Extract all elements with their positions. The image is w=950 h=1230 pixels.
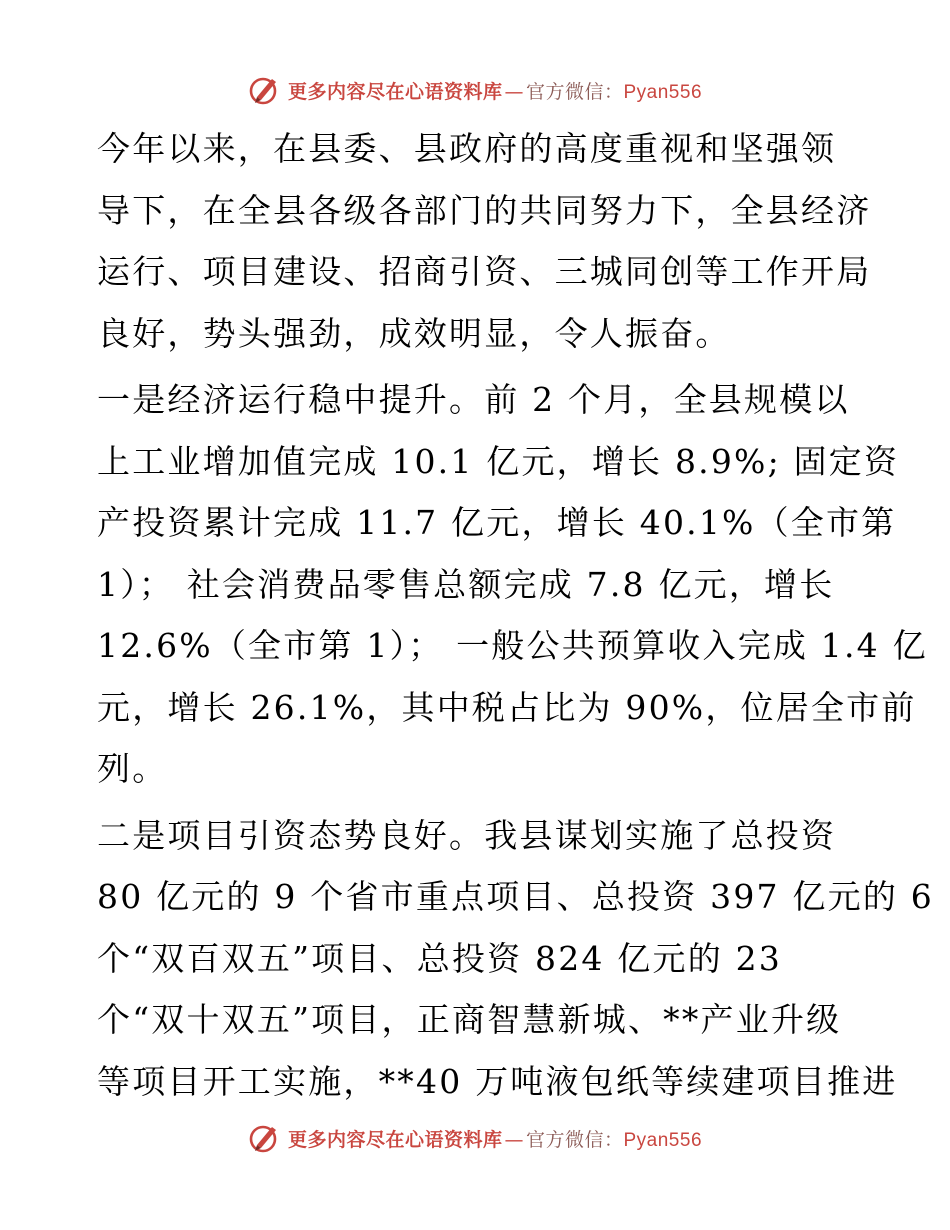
watermark-site-name: 更多内容尽在心语资料库 bbox=[287, 1128, 503, 1151]
text-line: 导下，在全县各级各部门的共同努力下，全县经济 bbox=[97, 190, 872, 230]
watermark-account: Pyan556 bbox=[623, 1129, 703, 1151]
document-body bbox=[97, 118, 934, 1117]
watermark-dash: — bbox=[504, 80, 524, 103]
pen-logo-icon bbox=[248, 1121, 282, 1155]
text-line: 运行、项目建设、招商引资、三城同创等工作开局 bbox=[97, 252, 872, 291]
paragraph-projects bbox=[97, 805, 934, 1113]
watermark-text bbox=[288, 1125, 702, 1152]
watermark-dash: — bbox=[504, 1128, 524, 1151]
text-line: 列。 bbox=[97, 749, 168, 788]
text-line: 12.6%（全市第 1）； 一般公共预算收入完成 1.4 亿 bbox=[97, 626, 928, 665]
text-line: 1）； 社会消费品零售总额完成 7.8 亿元，增长 bbox=[97, 564, 835, 604]
text-line: 等项目开工实施，**40 万吨液包纸等续建项目推进 bbox=[97, 1061, 898, 1101]
pen-logo-icon bbox=[248, 73, 282, 107]
header-watermark bbox=[0, 70, 950, 110]
text-line: 元，增长 26.1%，其中税占比为 90%，位居全市前 bbox=[97, 687, 917, 727]
text-line: 二是项目引资态势良好。我县谋划实施了总投资 bbox=[97, 815, 837, 855]
watermark-site-name: 更多内容尽在心语资料库 bbox=[287, 80, 503, 103]
footer-watermark bbox=[0, 1118, 950, 1158]
text-line: 80 亿元的 9 个省市重点项目、总投资 397 亿元的 6 bbox=[97, 877, 934, 916]
text-line: 个“双十双五”项目，正商智慧新城、**产业升级 bbox=[97, 1000, 842, 1039]
watermark-wechat-label: 官方微信： bbox=[525, 80, 624, 103]
text-line: 产投资累计完成 11.7 亿元，增长 40.1%（全市第 bbox=[97, 503, 897, 542]
text-line: 个“双百双五”项目、总投资 824 亿元的 23 bbox=[97, 938, 782, 978]
paragraph-economy bbox=[97, 369, 928, 800]
text-line: 一是经济运行稳中提升。前 2 个月，全县规模以 bbox=[97, 380, 850, 419]
watermark-wechat-label: 官方微信： bbox=[525, 1128, 624, 1151]
watermark-account: Pyan556 bbox=[623, 81, 703, 103]
text-line: 今年以来，在县委、县政府的高度重视和坚强领 bbox=[97, 129, 837, 168]
paragraph-intro bbox=[97, 118, 872, 364]
text-line: 良好，势头强劲，成效明显，令人振奋。 bbox=[97, 313, 731, 353]
text-line: 上工业增加值完成 10.1 亿元，增长 8.9%; 固定资 bbox=[97, 441, 900, 481]
watermark-text bbox=[288, 77, 702, 104]
